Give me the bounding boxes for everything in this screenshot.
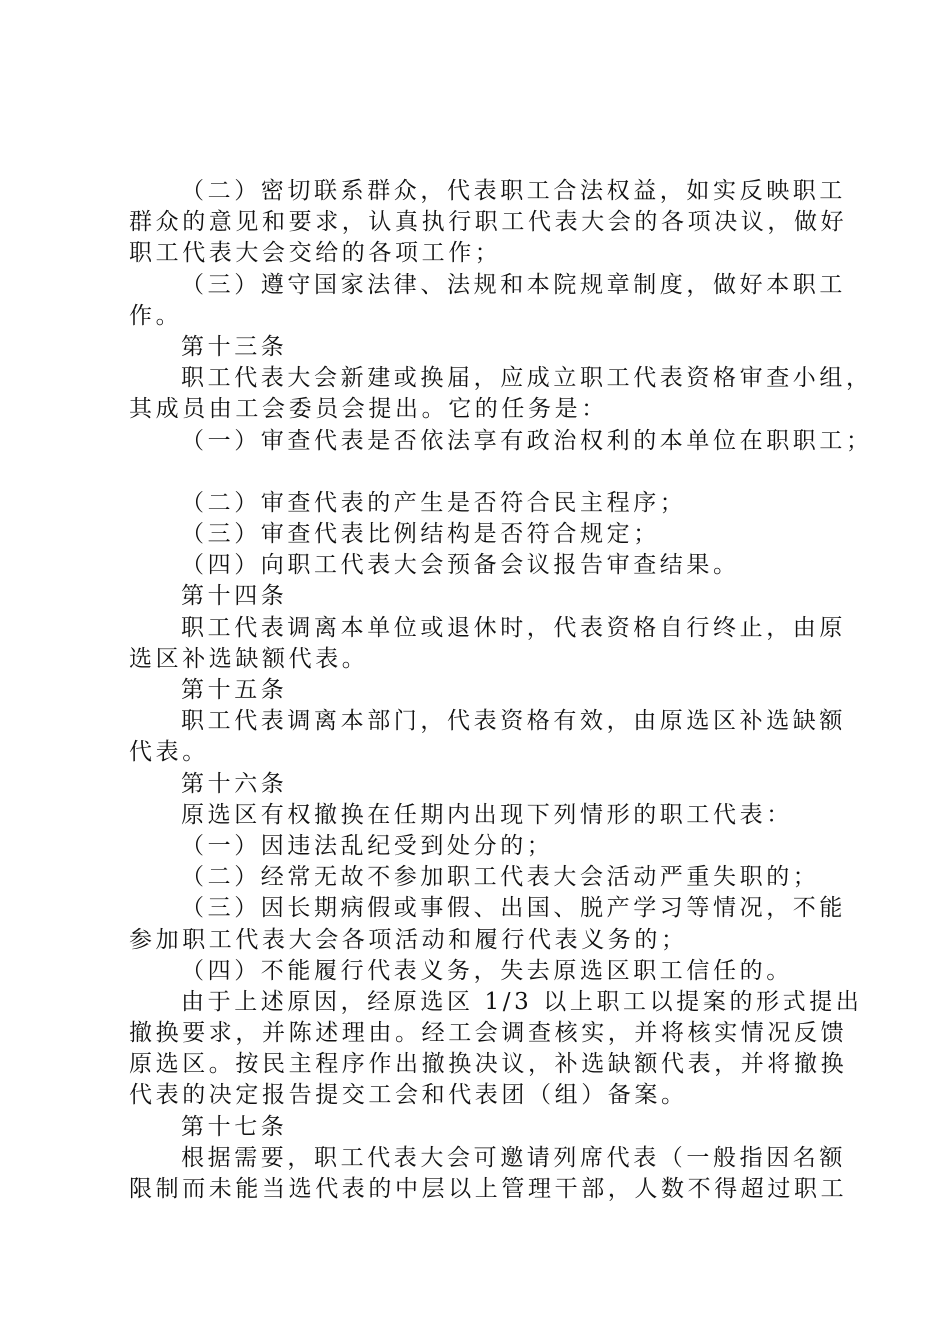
text-line: 第十六条	[181, 770, 288, 797]
text-line: （三）因长期病假或事假、出国、脱产学习等情况，不能	[181, 895, 846, 922]
text-line: 作。	[129, 302, 183, 329]
text-line: 职工代表调离本单位或退休时，代表资格自行终止，由原	[181, 614, 846, 641]
text-line: （三）遵守国家法律、法规和本院规章制度，做好本职工	[181, 271, 846, 298]
text-line: 职工代表大会新建或换届，应成立职工代表资格审查小组，	[181, 365, 873, 392]
text-line: 原选区。按民主程序作出撤换决议，补选缺额代表，并将撤换	[129, 1051, 848, 1078]
text-line: 第十七条	[181, 1113, 288, 1140]
text-line: 职工代表大会交给的各项工作；	[129, 240, 502, 267]
text-line: （二）经常无故不参加职工代表大会活动严重失职的；	[181, 864, 820, 891]
text-line: 根据需要，职工代表大会可邀请列席代表（一般指因名额	[181, 1144, 846, 1171]
text-line: 由于上述原因，经原选区 1/3 以上职工以提案的形式提出	[181, 988, 863, 1015]
text-line: （三）审查代表比例结构是否符合规定；	[181, 521, 660, 548]
text-line: 其成员由工会委员会提出。它的任务是：	[129, 396, 608, 423]
text-line: 第十三条	[181, 333, 288, 360]
text-line: （二）密切联系群众，代表职工合法权益，如实反映职工	[181, 178, 846, 204]
text-line: （四）向职工代表大会预备会议报告审查结果。	[181, 552, 740, 579]
text-line: （四）不能履行代表义务，失去原选区职工信任的。	[181, 957, 793, 984]
text-line: 代表。	[129, 739, 209, 766]
text-line: 第十五条	[181, 677, 288, 703]
text-line: （一）因违法乱纪受到处分的；	[181, 832, 554, 859]
text-line: 第十四条	[181, 583, 288, 610]
text-line: 原选区有权撤换在任期内出现下列情形的职工代表：	[181, 801, 793, 828]
text-line: （一）审查代表是否依法享有政治权利的本单位在职职工；	[181, 427, 873, 454]
text-line: （二）审查代表的产生是否符合民主程序；	[181, 489, 687, 516]
text-line: 限制而未能当选代表的中层以上管理干部，人数不得超过职工	[129, 1176, 848, 1202]
text-line: 群众的意见和要求，认真执行职工代表大会的各项决议，做好	[129, 209, 848, 236]
text-line: 参加职工代表大会各项活动和履行代表义务的；	[129, 926, 688, 953]
text-line: 撤换要求，并陈述理由。经工会调查核实，并将核实情况反馈	[129, 1020, 848, 1047]
text-line: 选区补选缺额代表。	[129, 645, 369, 672]
blank-line	[129, 457, 833, 488]
document-body	[129, 176, 873, 1205]
text-line: 职工代表调离本部门，代表资格有效，由原选区补选缺额	[181, 708, 846, 735]
text-line: 代表的决定报告提交工会和代表团（组）备案。	[129, 1082, 688, 1109]
